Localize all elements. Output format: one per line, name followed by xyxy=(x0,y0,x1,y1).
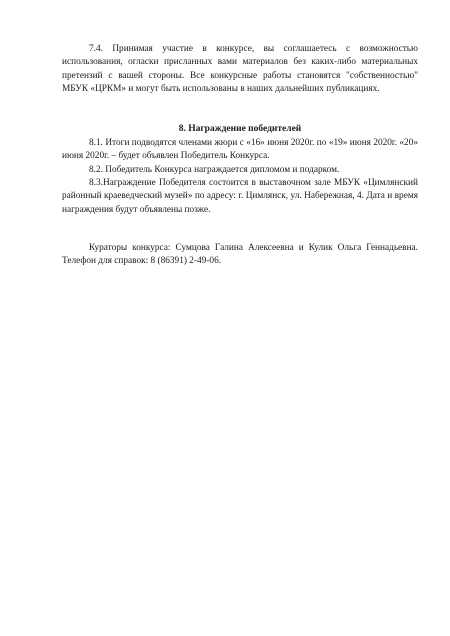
curators-paragraph: Кураторы конкурса: Сумцова Галина Алексеевна и Кулик Ольга Геннадьевна. Телефон для справок: 8 (86391) 2-49-06. xyxy=(62,243,418,267)
section-heading-8: 8. Награждение победителей xyxy=(178,124,302,134)
paragraph-8-1: 8.1. Итоги подводятся членами жюри с «16» июня 2020г. по «19» июня 2020г. «20» июня 2020г. – будет объявлен Победитель Конкурса. xyxy=(62,138,418,162)
paragraph-8-2: 8.2. Победитель Конкурса награждается дипломом и подарком. xyxy=(89,165,340,175)
paragraph-7-4: 7.4. Принимая участие в конкурсе, вы соглашаетесь с возможностью использования, огласки присланных вами материалов без каких-либо материальных претензий с вашей стороны. Все конкурсные работы становятся "собственностью" МБУК «ЦРКМ» и могут быть использованы в наших дальнейших публикациях. xyxy=(62,44,418,95)
paragraph-8-3: 8.3.Награждение Победителя состоится в выставочном зале МБУК «Цимлянский районный краеведческий музей» по адресу: г. Цимлянск, ул. Набережная, 4. Дата и время награждения будут объявлены позже. xyxy=(62,178,418,215)
